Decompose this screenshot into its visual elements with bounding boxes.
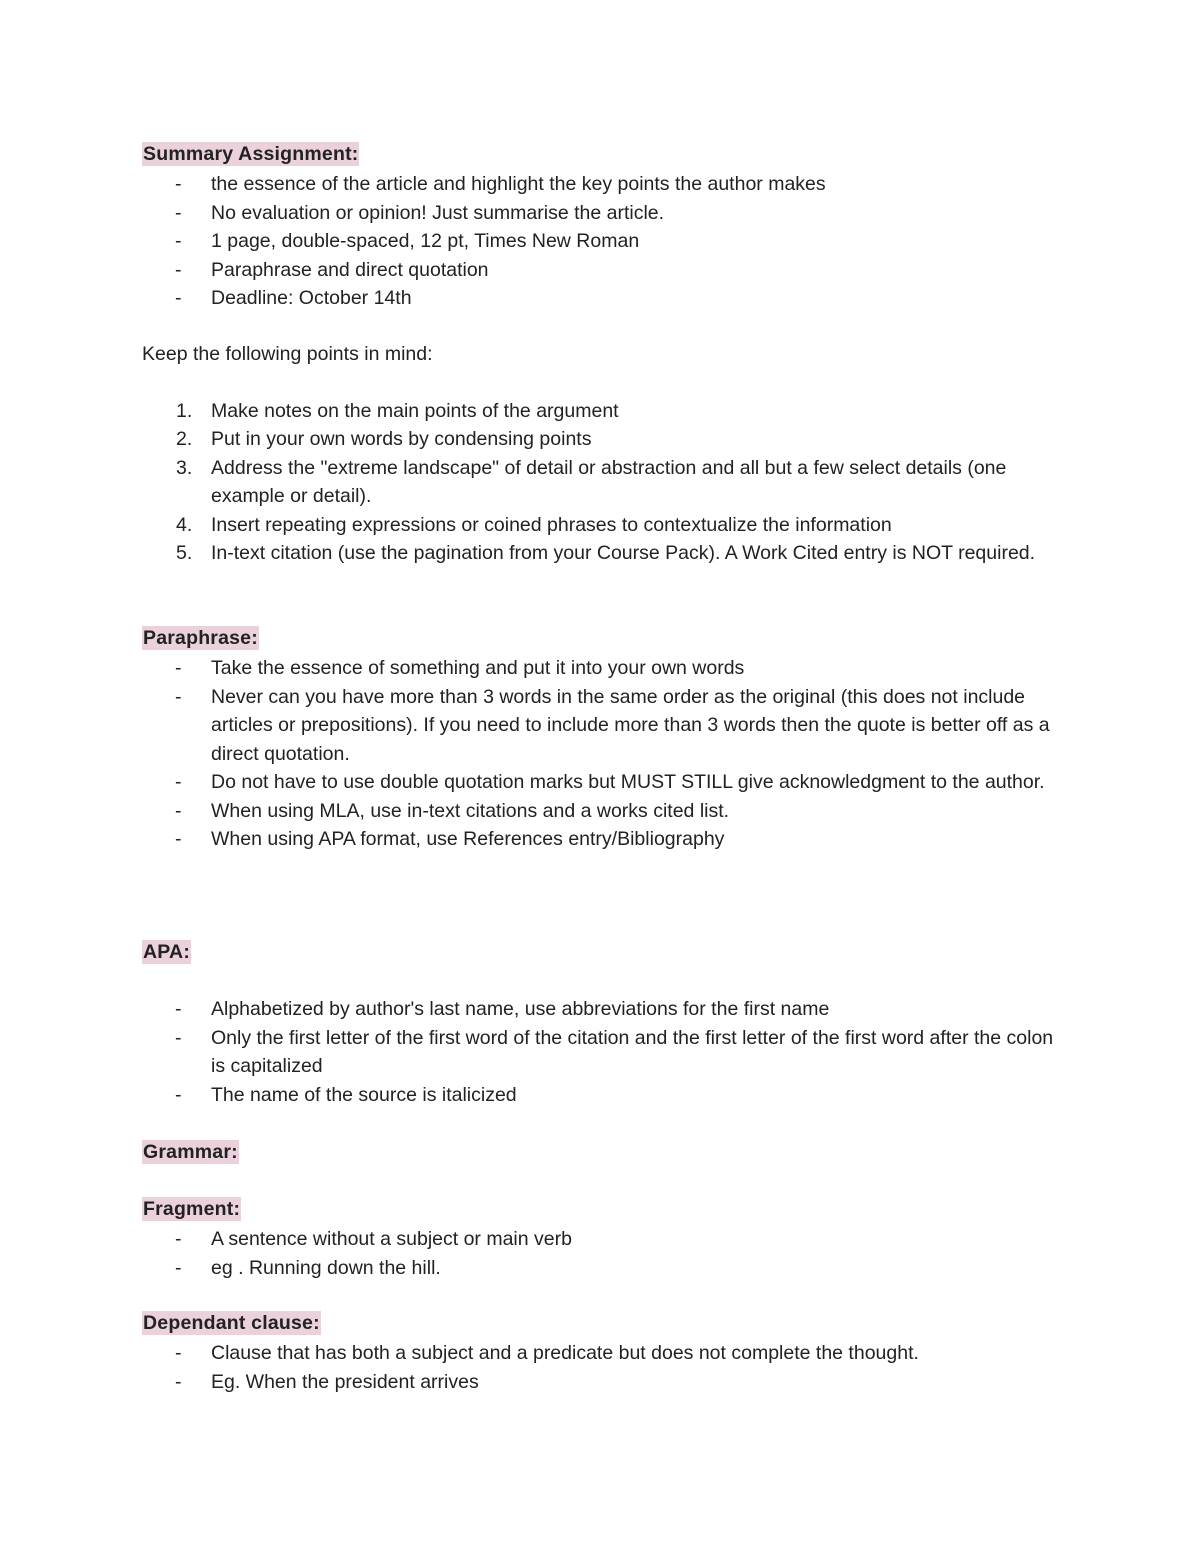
list-item: 1. Make notes on the main points of the argument [142,397,1062,426]
dash-bullet: - [175,828,182,850]
list-number: 4. [176,513,193,536]
dash-bullet: - [175,685,182,708]
dash-bullet: - [175,799,182,822]
list-item: - Only the first letter of the first word of the citation and the first letter of the first word after the colon is capitalized [142,1024,1062,1081]
list-number: 5. [176,542,193,564]
list-item: - Clause that has both a subject and a predicate but does not complete the thought. [142,1339,1062,1368]
summary-section [142,142,1062,313]
dash-bullet: - [175,1083,182,1106]
dependant-section [142,1311,1062,1396]
dash-bullet: - [175,998,182,1020]
list-item: - Never can you have more than 3 words in the same order as the original (this does not include articles or prepositions). If you need to include more than 3 words then the quote is better off as a direct quotation. [142,683,1062,769]
list-item: 3. Address the "extreme landscape" of detail or abstraction and all but a few select details (one example or detail). [142,454,1062,511]
summary-list [142,170,1062,313]
list-item: 5. In-text citation (use the pagination from your Course Pack). A Work Cited entry is NOT required. [142,539,1062,568]
list-item: - Alphabetized by author's last name, use abbreviations for the first name [142,995,1062,1024]
list-item: - The name of the source is italicized [142,1081,1062,1110]
dash-bullet: - [175,771,182,793]
dash-bullet: - [175,230,182,252]
list-item: - When using APA format, use References entry/Bibliography [142,825,1062,854]
list-item: - Deadline: October 14th [142,284,1062,313]
list-item: - No evaluation or opinion! Just summarise the article. [142,199,1062,228]
list-item: - A sentence without a subject or main verb [142,1225,1062,1254]
apa-section [142,940,1062,1109]
keep-list [142,397,1062,568]
list-number: 3. [176,456,193,479]
dash-bullet: - [175,287,182,309]
paraphrase-list [142,654,1062,854]
list-item: - 1 page, double-spaced, 12 pt, Times New Roman [142,227,1062,256]
dash-bullet: - [175,1342,182,1364]
dash-bullet: - [175,258,182,281]
dash-bullet: - [175,201,182,224]
keep-section [142,340,1062,568]
apa-list [142,995,1062,1109]
apa-heading: APA: [143,941,191,963]
list-number: 2. [176,428,193,450]
grammar-section [142,1140,1062,1164]
dash-bullet: - [175,1370,182,1393]
list-item: - Paraphrase and direct quotation [142,256,1062,285]
fragment-heading: Fragment: [143,1198,241,1220]
fragment-list [142,1225,1062,1282]
dash-bullet: - [175,1026,182,1049]
keep-intro: Keep the following points in mind: [142,343,433,365]
dependant-heading: Dependant clause: [143,1312,320,1334]
list-item: - Take the essence of something and put it into your own words [142,654,1062,683]
dependant-list [142,1339,1062,1396]
dash-bullet: - [175,1256,182,1279]
dash-bullet: - [175,657,182,679]
list-item: - Do not have to use double quotation marks but MUST STILL give acknowledgment to the author. [142,768,1062,797]
paraphrase-heading: Paraphrase: [143,627,258,649]
summary-heading: Summary Assignment: [143,143,359,165]
dash-bullet: - [175,173,182,195]
list-item: - When using MLA, use in-text citations and a works cited list. [142,797,1062,826]
list-item: - eg . Running down the hill. [142,1254,1062,1283]
list-item: - Eg. When the president arrives [142,1368,1062,1397]
grammar-heading: Grammar: [143,1141,238,1163]
list-item: 4. Insert repeating expressions or coined phrases to contextualize the information [142,511,1062,540]
fragment-section [142,1197,1062,1282]
dash-bullet: - [175,1228,182,1250]
paraphrase-section [142,626,1062,854]
list-item: - the essence of the article and highlight the key points the author makes [142,170,1062,199]
list-number: 1. [176,399,193,422]
list-item: 2. Put in your own words by condensing points [142,425,1062,454]
